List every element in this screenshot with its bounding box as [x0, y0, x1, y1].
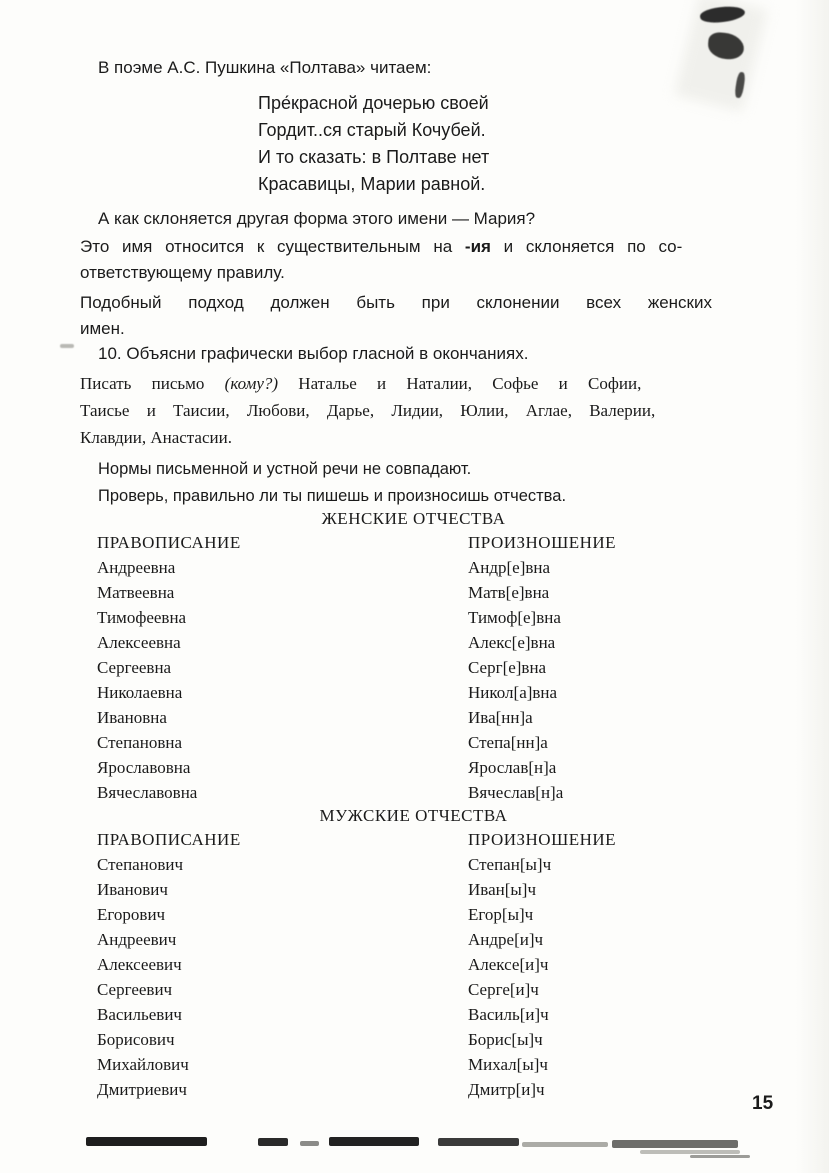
page-content: [80, 0, 747, 1102]
rule-text-mid: и склоняется по со-: [490, 237, 683, 256]
spelling-cell: Сергеевна: [97, 658, 172, 677]
rule-line-1: [80, 234, 747, 260]
scan-artifact: [329, 1137, 419, 1146]
pronunciation-cell: Степан[ы]ч: [468, 855, 552, 874]
pronunciation-cell: Андр[е]вна: [468, 558, 551, 577]
spelling-cell: Вячеславовна: [97, 783, 198, 802]
scan-artifact: [522, 1142, 608, 1147]
spelling-cell: Николаевна: [97, 683, 183, 702]
table-row: [97, 1077, 747, 1102]
scan-artifact: [300, 1141, 319, 1146]
table-row: [97, 1002, 747, 1027]
exercise-heading: 10. Объясни графически выбор гласной в окончаниях.: [98, 344, 529, 363]
exercise-line-2: Таисье и Таисии, Любови, Дарье, Лидии, Юлии, Аглае, Валерии,: [80, 401, 656, 420]
scan-artifact: [258, 1138, 288, 1146]
spelling-cell: Дмитриевич: [97, 1080, 187, 1099]
female-table-header: [97, 530, 747, 555]
approach-paragraph: [80, 290, 747, 342]
intro-line: В поэме А.С. Пушкина «Полтава» читаем:: [98, 58, 432, 77]
spelling-cell: Андреевич: [97, 930, 177, 949]
poem-line: И то сказать: в Полтаве нет: [258, 147, 490, 167]
poem-line: Красавицы, Марии равной.: [258, 174, 486, 194]
pronunciation-cell: Алекс[е]вна: [468, 633, 556, 652]
spelling-cell: Егорович: [97, 905, 166, 924]
scan-artifact: [86, 1137, 207, 1146]
pronunciation-cell: Егор[ы]ч: [468, 905, 534, 924]
page-number: 15: [752, 1093, 774, 1114]
pronunciation-cell: Борис[ы]ч: [468, 1030, 543, 1049]
spelling-cell: Алексеевна: [97, 633, 181, 652]
exercise-line-3: Клавдии, Анастасии.: [80, 428, 232, 447]
pronunciation-cell: Серг[е]вна: [468, 658, 547, 677]
female-section-title: ЖЕНСКИЕ ОТЧЕСТВА: [321, 509, 506, 528]
spelling-cell: Сергеевич: [97, 980, 173, 999]
pronunciation-cell: Алексе[и]ч: [468, 955, 549, 974]
spelling-cell: Степанович: [97, 855, 184, 874]
pronunciation-cell: Василь[и]ч: [468, 1005, 549, 1024]
rule-line-2: ответствующему правилу.: [80, 263, 285, 282]
note-line-1: Нормы письменной и устной речи не совпадают.: [98, 460, 472, 478]
approach-line-2: имен.: [80, 319, 125, 338]
pronunciation-cell: Степа[нн]а: [468, 733, 548, 752]
pronunciation-cell: Ярослав[н]а: [468, 758, 557, 777]
rule-text-pre: Это имя относится к существительным на: [80, 237, 465, 256]
table-row: [97, 730, 747, 755]
pronunciation-cell: Матв[е]вна: [468, 583, 550, 602]
spelling-cell: Андреевна: [97, 558, 176, 577]
question-line: А как склоняется другая форма этого имени — Мария?: [98, 209, 536, 228]
table-row: [97, 605, 747, 630]
spelling-cell: Борисович: [97, 1030, 175, 1049]
pronunciation-cell: Андре[и]ч: [468, 930, 544, 949]
spelling-cell: Матвеевна: [97, 583, 175, 602]
table-row: [97, 1052, 747, 1077]
male-section-title: МУЖСКИЕ ОТЧЕСТВА: [319, 806, 508, 825]
approach-line-1: Подобный подход должен быть при склонении всех женских: [80, 293, 712, 312]
exercise-line-1: [80, 370, 747, 397]
column-header-pronunciation: ПРОИЗНОШЕНИЕ: [468, 830, 617, 849]
note-line-2: Проверь, правильно ли ты пишешь и произносишь отчества.: [98, 487, 567, 505]
column-header-spelling: ПРАВОПИСАНИЕ: [97, 533, 241, 552]
table-row: [97, 977, 747, 1002]
column-header-spelling: ПРАВОПИСАНИЕ: [97, 830, 241, 849]
spelling-cell: Алексеевич: [97, 955, 182, 974]
table-row: [97, 630, 747, 655]
table-row: [97, 705, 747, 730]
exercise-text-post: Наталье и Наталии, Софье и Софии,: [278, 374, 642, 393]
female-table: [97, 530, 747, 805]
exercise-text-pre: Писать письмо: [80, 374, 225, 393]
spelling-cell: Иванович: [97, 880, 168, 899]
table-row: [97, 780, 747, 805]
table-row: [97, 655, 747, 680]
spelling-cell: Васильевич: [97, 1005, 182, 1024]
male-table-header: [97, 827, 747, 852]
table-row: [97, 902, 747, 927]
scan-artifact: [438, 1138, 519, 1146]
table-row: [97, 952, 747, 977]
male-table-body: [97, 852, 747, 1102]
table-row: [97, 555, 747, 580]
poem-line: Пре́красной дочерью своей: [258, 93, 489, 113]
table-row: [97, 580, 747, 605]
scan-artifact: [640, 1150, 740, 1154]
table-row: [97, 680, 747, 705]
exercise-text-italic: (кому?): [224, 374, 279, 393]
exercise-body: [80, 370, 747, 451]
table-row: [97, 877, 747, 902]
table-row: [97, 927, 747, 952]
spelling-cell: Степановна: [97, 733, 182, 752]
rule-paragraph: [80, 234, 747, 286]
scan-artifact: [60, 344, 74, 348]
table-row: [97, 755, 747, 780]
pronunciation-cell: Серге[и]ч: [468, 980, 539, 999]
pronunciation-cell: Ива[нн]а: [468, 708, 533, 727]
column-header-pronunciation: ПРОИЗНОШЕНИЕ: [468, 533, 617, 552]
pronunciation-cell: Никол[а]вна: [468, 683, 558, 702]
spelling-cell: Ивановна: [97, 708, 167, 727]
pronunciation-cell: Дмитр[и]ч: [468, 1080, 545, 1099]
table-row: [97, 852, 747, 877]
female-table-body: [97, 555, 747, 805]
pronunciation-cell: Иван[ы]ч: [468, 880, 537, 899]
male-table: [97, 827, 747, 1102]
pronunciation-cell: Тимоф[е]вна: [468, 608, 561, 627]
rule-text-bold: -ия: [464, 237, 491, 256]
spelling-cell: Тимофеевна: [97, 608, 187, 627]
spelling-cell: Ярославовна: [97, 758, 191, 777]
table-row: [97, 1027, 747, 1052]
scan-artifact: [612, 1140, 738, 1148]
scan-artifact: [690, 1155, 750, 1158]
poem-block: [258, 90, 747, 198]
poem-line: Гордит..ся старый Кочубей.: [258, 120, 486, 140]
pronunciation-cell: Михал[ы]ч: [468, 1055, 548, 1074]
spelling-cell: Михайлович: [97, 1055, 189, 1074]
pronunciation-cell: Вячеслав[н]а: [468, 783, 564, 802]
